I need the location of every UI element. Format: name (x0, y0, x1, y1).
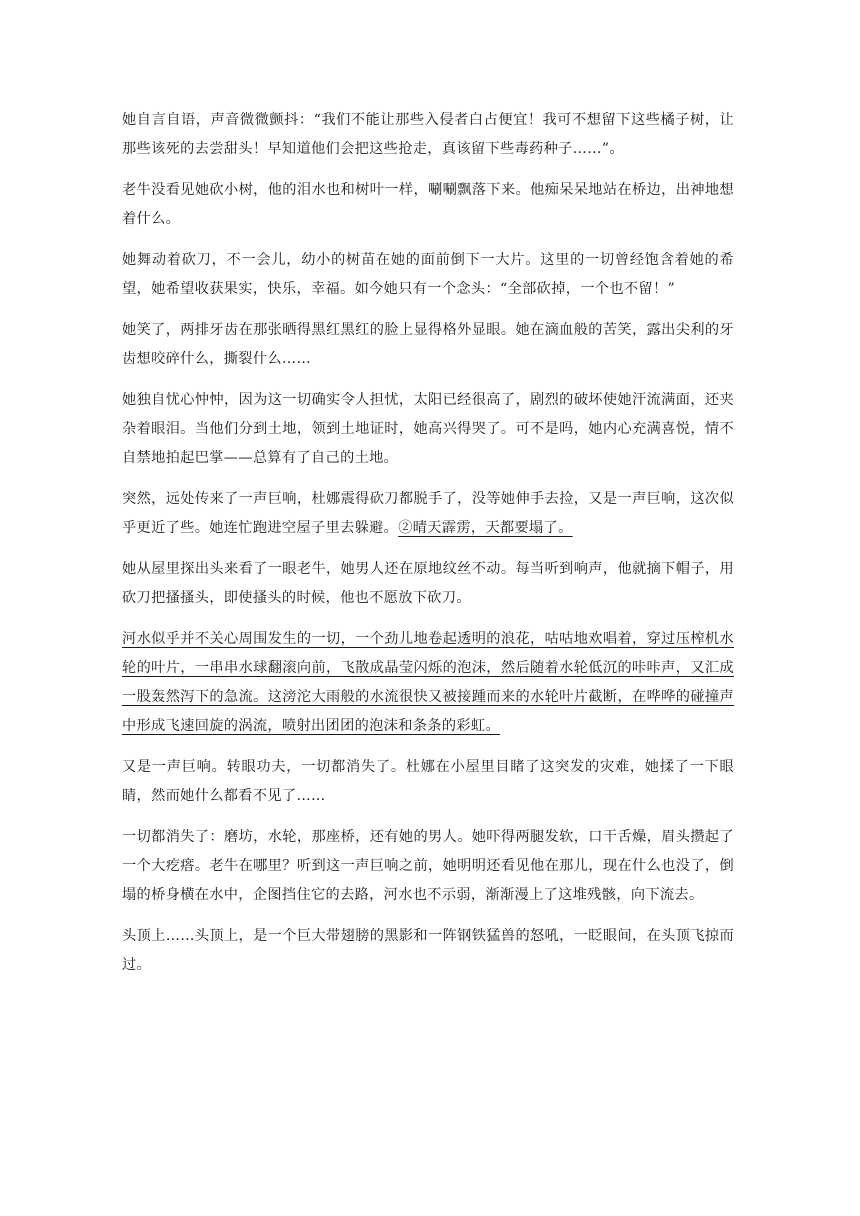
paragraph-text: 老牛没看见她砍小树，他的泪水也和树叶一样，唰唰飘落下来。他痴呆呆地站在桥边，出神地想着什么。 (122, 182, 734, 227)
paragraph (122, 386, 734, 473)
paragraph-text: 头顶上……头顶上，是一个巨大带翅膀的黑影和一阵钢铁猛兽的怒吼，一眨眼间，在头顶飞掠而过。 (122, 928, 734, 973)
paragraph-text: 她舞动着砍刀，不一会儿，幼小的树苗在她的面前倒下一大片。这里的一切曾经饱含着她的希望，她希望收获果实，快乐，幸福。如今她只有一个念头：“全部砍掉，一个也不留！” (122, 252, 734, 297)
paragraph (122, 625, 734, 741)
paragraph-text: 一切都消失了：磨坊，水轮，那座桥，还有她的男人。她吓得两腿发软，口干舌燥，眉头攒起了一个大疙瘩。老牛在哪里？听到这一声巨响之前，她明明还看见他在那儿，现在什么也没了，倒塌的桥身横在水中，企图挡住它的去路，河水也不示弱，渐渐漫上了这堆残骸，向下流去。 (122, 829, 734, 903)
paragraph (122, 106, 734, 164)
paragraph (122, 246, 734, 304)
paragraph-text: 她自言自语，声音微微颤抖：“我们不能让那些入侵者白占便宜！我可不想留下这些橘子树，让那些该死的去尝甜头！早知道他们会把这些抢走，真该留下些毒药种子……”。 (122, 112, 734, 157)
paragraph-text: 她独自忧心忡忡，因为这一切确实令人担忧，太阳已经很高了，剧烈的破坏使她汗流满面，还夹杂着眼泪。当他们分到土地，领到土地证时，她高兴得哭了。可不是吗，她内心充满喜悦，情不自禁地拍起巴掌——总算有了自己的土地。 (122, 392, 734, 466)
paragraph (122, 316, 734, 374)
paragraph (122, 922, 734, 980)
paragraph (122, 753, 734, 811)
paragraph-text: 又是一声巨响。转眼功夫，一切都消失了。杜娜在小屋里目睹了这突发的灾难，她揉了一下眼睛，然而她什么都看不见了…… (122, 759, 734, 804)
paragraph (122, 555, 734, 613)
paragraph-text: 突然，远处传来了一声巨响，杜娜震得砍刀都脱手了，没等她伸手去捡，又是一声巨响，这次似乎更近了些。她连忙跑进空屋子里去躲避。 (122, 491, 734, 536)
underlined-text: 河水似乎并不关心周围发生的一切，一个劲儿地卷起透明的浪花，咕咕地欢唱着，穿过压榨机水轮的叶片，一串串水球翻滚向前，飞散成晶莹闪烁的泡沫，然后随着水轮低沉的咔咔声，又汇成一股轰然泻下的急流。这滂沱大雨般的水流很快又被接踵而来的水轮叶片截断，在哗哗的碰撞声中形成飞速回旋的涡流，喷射出团团的泡沫和条条的彩虹。 (122, 631, 734, 734)
underlined-text: ②晴天霹雳，天都要塌了。 (398, 520, 573, 536)
paragraph-text: 她笑了，两排牙齿在那张晒得黑红黑红的脸上显得格外显眼。她在滴血般的苦笑，露出尖利的牙齿想咬碎什么，撕裂什么…… (122, 322, 734, 367)
document-body (122, 106, 734, 992)
paragraph (122, 823, 734, 910)
paragraph (122, 485, 734, 543)
paragraph (122, 176, 734, 234)
paragraph-text: 她从屋里探出头来看了一眼老牛，她男人还在原地纹丝不动。每当听到响声，他就摘下帽子，用砍刀把搔搔头，即使搔头的时候，他也不愿放下砍刀。 (122, 561, 734, 606)
